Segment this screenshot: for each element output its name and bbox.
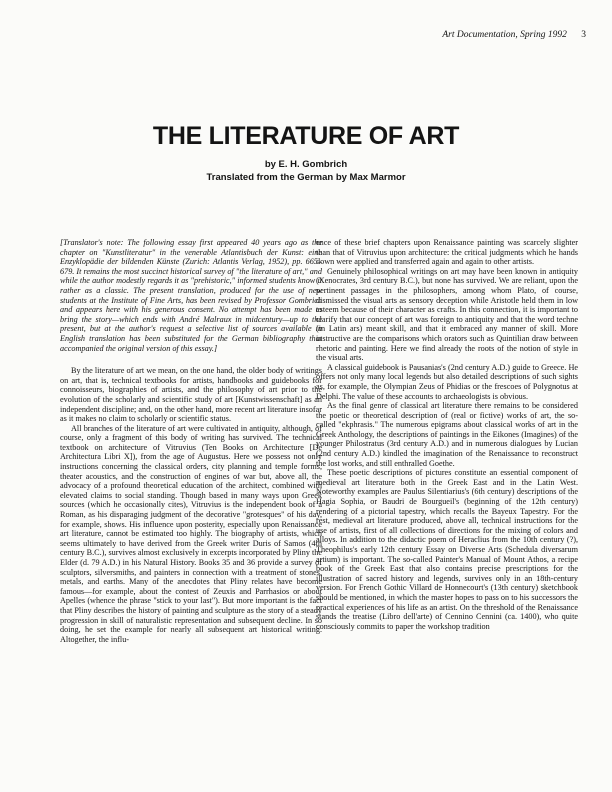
body-paragraph: ence of these brief chapters upon Renaissance painting was scarcely slighter than that of Vitruvius upon architecture: the critical judgments which he hands down were applied and transferred again and again to other artists.: [316, 238, 578, 267]
article-title: THE LITERATURE OF ART: [152, 122, 460, 150]
body-paragraph: A classical guidebook is Pausanias's (2nd century A.D.) guide to Greece. He offers not only many local legends but also detailed descriptions of such sights as, for example, the Olympian Zeus of Phidias or the frescoes of Polygnotus at Delphi. The value of these accounts to archaeologists is obvious.: [316, 362, 578, 401]
byline: [0, 158, 612, 184]
author-line: by E. H. Gombrich: [264, 159, 348, 170]
body-paragraph: As the final genre of classical art literature there remains to be considered the poetic or theoretical description of (real or fictive) works of art, the so-called "ekphrasis." The numerous epigrams about classical works of art in the Greek Anthology, the descriptions of paintings in the Eikones (Imagines) of the younger Philostratus (3rd century A.D.) and in numerous dialogues by Lucian (2nd century A.D.) kindled the imagination of the Renaissance to reconstruct the lost works, and still enthralled Goethe.: [316, 401, 578, 468]
journal-citation: Art Documentation, Spring 1992: [442, 30, 567, 40]
body-paragraph: These poetic descriptions of pictures constitute an essential component of medieval art literature both in the Greek East and in the Latin West. Noteworthy examples are Paulus Silentiarius's (6th century) descriptions of the Hagia Sophia, or Baudri de Bourgueil's (beginning of the 12th century) rendering of a pictorial tapestry, which recalls the Bayeux Tapestry. For the rest, medieval art literature produced, above all, technical instructions for the use of artists, first of all collections of directions for the mixing of colors and alloys. In addition to the didactic poem of Heraclius from the 10th century (?), Theophilus's early 12th century Essay on Diverse Arts (Schedula diversarum artium) is important. The so-called Painter's Manual of Mount Athos, a recipe book of the Greek East that also contains precise prescriptions for the illustration of sacred history and legends, survives only in an 18th-century version. For French Gothic Villard de Honnecourt's (13th century) sketchbook should be mentioned, in which the master hopes to pass on to his successors the practical experiences of his life as an artist. On the threshold of the Renaissance stands the treatise (Libro dell'arte) of Cennino Cennini (ca. 1400), who quite consciously commits to paper the workshop tradition: [316, 468, 578, 631]
body-paragraph: Genuinely philosophical writings on art may have been known in antiquity (Xenocrates, 3rd century B.C.), but none has survived. We are reliant, upon the pertinent passages in the philosophers, among whom Plato, of course, dismissed the visual arts as sensory deception while Aristotle held them in low esteem because of their character as crafts. In this connection, it is important to clarify that our concept of art was foreign to antiquity and that the word techne (in Latin ars) meant skill, and that it embraced any manner of skill. More instructive are the comparisons which orators such as Quintilian draw between rhetoric and painting. Here we find already the roots of the notion of style in the visual arts.: [316, 266, 578, 363]
body-paragraph: All branches of the literature of art were cultivated in antiquity, although, of course, only a fragment of this body of writing has survived. The technical textbook on architecture of Vitruvius (Ten Books on Architecture [De Architectura Libri X]), from the age of Augustus. Here we possess not only instructions concerning the classical orders, city planning and temple forms, theater acoustics, and the construction of engines of war but, above all, the advocacy of a profound theoretical education of the architect, combined with elevated claims to social standing. Though based in many ways upon Greek sources (which he occasionally cites), Vitruvius is the independent book of a Roman, as his disparaging judgment of the decorative "grotesques" of his day, for example, shows. His influence upon posterity, especially upon Renaissance art literature, cannot be estimated too highly. The biography of artists, which seems ultimately to have derived from the Greek writer Duris of Samos (4th century B.C.), survives almost exclusively in excerpts incorporated by Pliny the Elder (d. 79 A.D.) in his Natural History. Books 35 and 36 provide a survey of sculptors, silversmiths, and painters in connection with a treatment of stones, metals, and earths. Many of the anecdotes that Pliny relates have become famous—for example, about the contest of Zeuxis and Parrhasios or about Apelles (whence the phrase "stick to your last"). But more important is the fact that Pliny describes the history of painting and sculpture as the story of a steady progression in skill of naturalistic representation and subsequent decline. In so doing, he set the example for nearly all subsequent art historical writing. Altogether, the influ-: [60, 423, 322, 644]
translator-note: [Translator's note: The following essay first appeared 40 years ago as the chapter on "Kunstliteratur" in the venerable Atlantisbuch der Kunst: eine Enzyklopädie der bildenden Künste (Zurich: Atlantis Verlag, 1952), pp. 665–679. It remains the most succinct historical survey of "the literature of art," and while the author modestly regards it as "prehistoric," informed students know it rather as a classic. The present translation, produced for the use of new students at the Institute of Fine Arts, has been revised by Professor Gombrich and appears here with his generous consent. No attempt has been made to bring the story—which ends with André Malraux in midcentury—up to the present, but at the author's request a selective list of sources available in English translation has been substituted for the German bibliography that accompanied the original version of this essay.]: [60, 238, 322, 353]
body-paragraph: By the literature of art we mean, on the one hand, the older body of writings on art, that is, technical textbooks for artists, handbooks and guidebooks for connoisseurs, biographies of artists, and the philosophy of art prior to the evolution of the scholarly and scientific study of art [Kunstwissenschaft] as an independent discipline; and, on the other hand, more recent art literature insofar as it makes no claim to scholarly or scientific status.: [60, 366, 322, 424]
left-column: [60, 238, 322, 778]
page-number: 3: [581, 30, 586, 40]
running-header: [326, 30, 586, 40]
right-column: [316, 238, 578, 778]
translator-line: Translated from the German by Max Marmor: [206, 172, 406, 183]
